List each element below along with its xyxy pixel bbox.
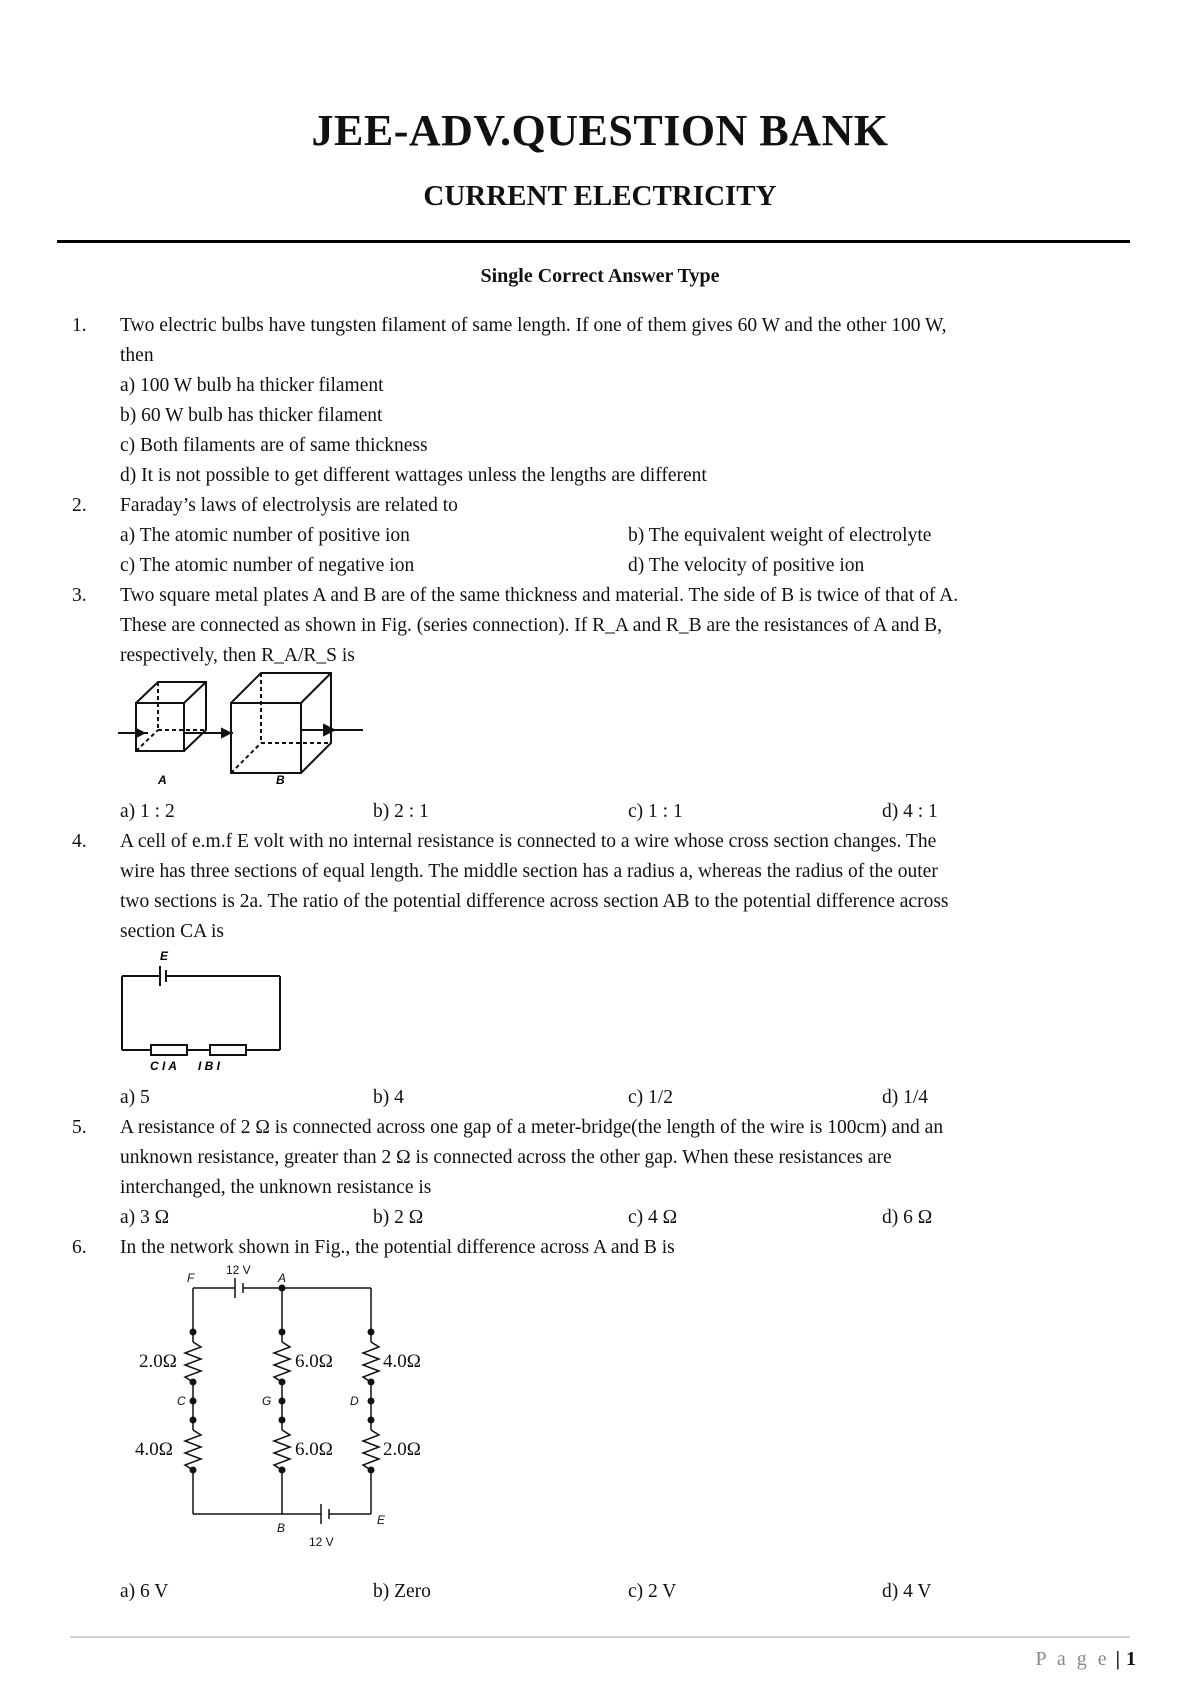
node-label-b: B — [277, 1521, 286, 1535]
fig-label-b: B — [276, 773, 285, 787]
option-b: b) 60 W bulb has thicker filament — [120, 405, 383, 426]
cell-wire-figure — [118, 948, 288, 1078]
option-c: c) 2 V — [628, 1581, 677, 1602]
page-separator: | — [1115, 1648, 1120, 1670]
resistor-label: 4.0Ω — [135, 1439, 173, 1460]
question-number: 3. — [72, 585, 87, 606]
fig-label-e: E — [160, 949, 169, 963]
question-number: 1. — [72, 315, 87, 336]
page-number: 1 — [1126, 1648, 1136, 1670]
resistor-label: 6.0Ω — [295, 1351, 333, 1372]
question-text: respectively, then R_A/R_S is — [120, 645, 355, 666]
option-d: d) 1/4 — [882, 1087, 929, 1108]
voltage-label-top: 12 V — [226, 1263, 251, 1277]
option-b: b) 2 : 1 — [373, 801, 429, 822]
resistor-label: 4.0Ω — [383, 1351, 421, 1372]
question-text: unknown resistance, greater than 2 Ω is connected across the other gap. When these resistances are — [120, 1147, 892, 1168]
question-number: 4. — [72, 831, 87, 852]
option-a: a) 1 : 2 — [120, 801, 175, 822]
fig-label-a: A — [158, 773, 167, 787]
question-text: interchanged, the unknown resistance is — [120, 1177, 432, 1198]
option-a: a) The atomic number of positive ion — [120, 525, 410, 546]
question-text: A cell of e.m.f E volt with no internal resistance is connected to a wire whose cross section changes. The — [120, 831, 937, 852]
option-a: a) 3 Ω — [120, 1207, 170, 1228]
option-c: c) 1 : 1 — [628, 801, 683, 822]
title-divider — [57, 240, 1130, 243]
resistor-label: 2.0Ω — [139, 1351, 177, 1372]
node-label-g: G — [262, 1394, 272, 1408]
option-d: d) It is not possible to get different wattages unless the lengths are different — [120, 465, 707, 486]
fig-label-cia: C I A — [150, 1059, 177, 1073]
section-heading: Single Correct Answer Type — [480, 265, 720, 287]
option-d: d) 4 : 1 — [882, 801, 938, 822]
node-label-f: F — [187, 1271, 195, 1285]
option-a: a) 100 W bulb ha thicker filament — [120, 375, 384, 396]
option-c: c) 4 Ω — [628, 1207, 678, 1228]
page-subtitle: CURRENT ELECTRICITY — [423, 180, 777, 212]
option-b: b) The equivalent weight of electrolyte — [628, 525, 932, 546]
footer-divider — [70, 1636, 1130, 1638]
question-text: wire has three sections of equal length. The middle section has a radius a, whereas the radius of the outer — [120, 861, 938, 882]
resistor-label: 2.0Ω — [383, 1439, 421, 1460]
page-title: JEE-ADV.QUESTION BANK — [311, 106, 889, 155]
question-text: then — [120, 345, 154, 366]
question-text: Two square metal plates A and B are of the same thickness and material. The side of B is twice of that of A. — [120, 585, 959, 606]
option-d: d) 4 V — [882, 1581, 932, 1602]
option-b: b) 4 — [373, 1087, 404, 1108]
node-label-e: E — [377, 1513, 386, 1527]
resistor-label: 6.0Ω — [295, 1439, 333, 1460]
option-b: b) Zero — [373, 1581, 431, 1602]
node-label-d: D — [350, 1394, 359, 1408]
question-number: 5. — [72, 1117, 87, 1138]
voltage-label-bottom: 12 V — [309, 1535, 334, 1549]
option-d: d) 6 Ω — [882, 1207, 933, 1228]
plates-figure — [118, 670, 378, 787]
question-text: Two electric bulbs have tungsten filament of same length. If one of them gives 60 W and the other 100 W, — [120, 315, 947, 336]
question-text: A resistance of 2 Ω is connected across one gap of a meter-bridge(the length of the wire is 100cm) and an — [120, 1117, 944, 1138]
question-text: two sections is 2a. The ratio of the potential difference across section AB to the potential difference across — [120, 891, 949, 912]
node-label-c: C — [177, 1394, 186, 1408]
page-footer — [1035, 1648, 1136, 1671]
option-c: c) The atomic number of negative ion — [120, 555, 415, 576]
question-text: These are connected as shown in Fig. (series connection). If R_A and R_B are the resistances of A and B, — [120, 615, 943, 636]
fig-label-ibi: I B I — [198, 1059, 221, 1073]
node-label-a: A — [278, 1271, 287, 1285]
option-c: c) 1/2 — [628, 1087, 673, 1108]
network-figure — [125, 1262, 445, 1552]
option-d: d) The velocity of positive ion — [628, 555, 865, 576]
page-label: P a g e — [1035, 1648, 1110, 1670]
question-number: 6. — [72, 1237, 87, 1258]
option-c: c) Both filaments are of same thickness — [120, 435, 428, 456]
option-a: a) 5 — [120, 1087, 150, 1108]
question-text: section CA is — [120, 921, 225, 942]
question-text: In the network shown in Fig., the potential difference across A and B is — [120, 1237, 675, 1258]
question-number: 2. — [72, 495, 87, 516]
option-a: a) 6 V — [120, 1581, 169, 1602]
option-b: b) 2 Ω — [373, 1207, 424, 1228]
question-text: Faraday’s laws of electrolysis are related to — [120, 495, 458, 516]
